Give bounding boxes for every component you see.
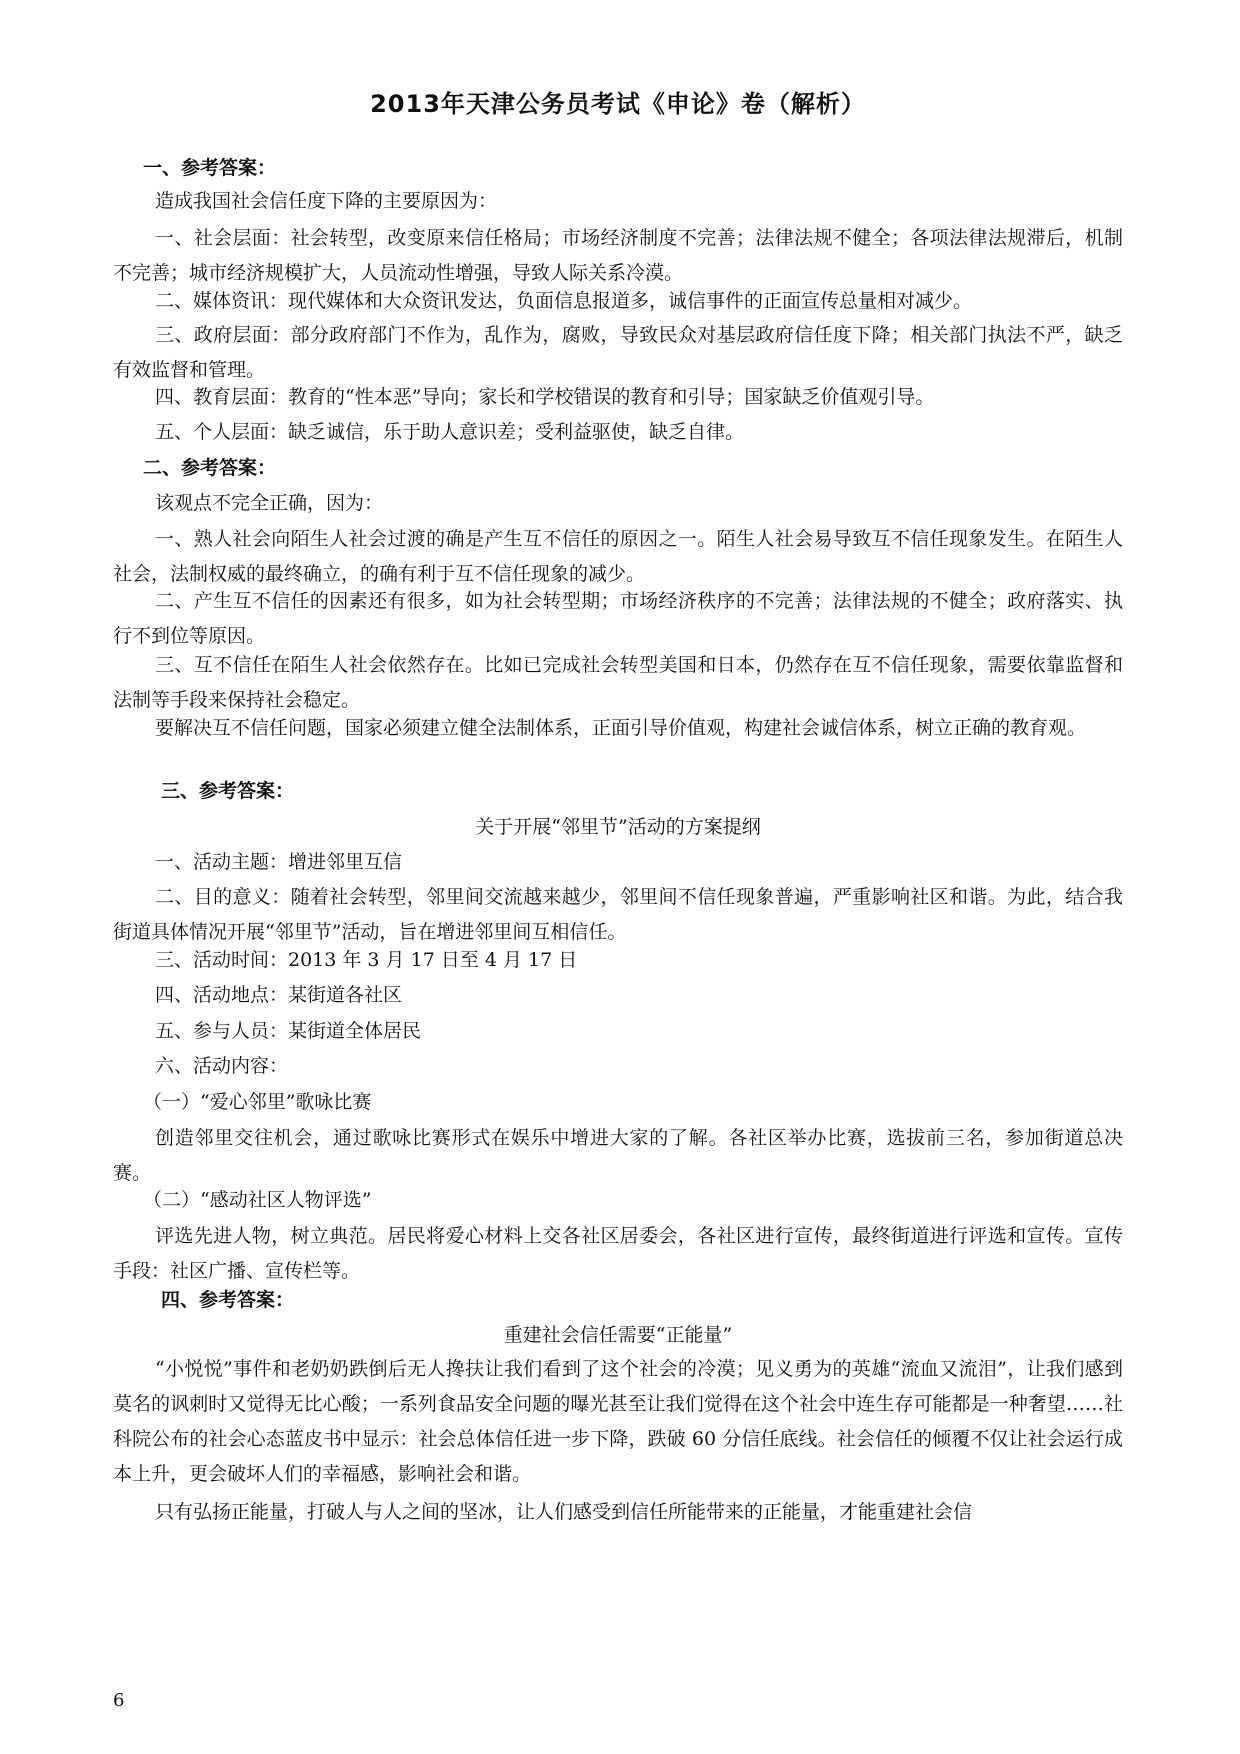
section-3-heading: 三、参考答案： (161, 780, 295, 802)
section-2-paragraph-3: 三、互不信任在陌生人社会依然存在。比如已完成社会转型美国和日本，仍然存在互不信任现象，需要依靠监督和法制等手段来保持社会稳定。 (113, 654, 1123, 711)
section-3-item-6: 六、活动内容： (155, 1055, 289, 1077)
document-page (113, 0, 1123, 1754)
section-2-paragraph-2: 二、产生互不信任的因素还有很多，如为社会转型期；市场经济秩序的不完善；法律法规的不健全；政府落实、执行不到位等原因。 (113, 590, 1123, 647)
section-3-subitem-1: （一）“爱心邻里”歌咏比赛 (143, 1091, 372, 1113)
section-1-heading: 一、参考答案： (143, 157, 277, 179)
section-3-subitem-1-desc: 创造邻里交往机会，通过歌咏比赛形式在娱乐中增进大家的了解。各社区举办比赛，选拔前三名，参加街道总决赛。 (113, 1127, 1123, 1184)
document-title: 2013年天津公务员考试《申论》卷（解析） (370, 90, 866, 118)
section-2-paragraph-4: 要解决互不信任问题，国家必须建立健全法制体系，正面引导价值观，构建社会诚信体系，树立正确的教育观。 (155, 717, 1087, 739)
section-1-paragraph-2: 二、媒体资讯：现代媒体和大众资讯发达，负面信息报道多，诚信事件的正面宣传总量相对减少。 (155, 290, 973, 312)
section-1-intro: 造成我国社会信任度下降的主要原因为： (155, 190, 498, 212)
section-3-subtitle: 关于开展“邻里节”活动的方案提纲 (475, 816, 761, 838)
page-number: 6 (113, 1690, 125, 1711)
section-4-heading: 四、参考答案： (161, 1289, 295, 1311)
section-1-paragraph-3: 三、政府层面：部分政府部门不作为，乱作为，腐败，导致民众对基层政府信任度下降；相关部门执法不严，缺乏有效监督和管理。 (113, 324, 1123, 381)
section-3-item-1: 一、活动主题：增进邻里互信 (155, 851, 403, 873)
section-3-item-3: 三、活动时间：2013 年 3 月 17 日至 4 月 17 日 (155, 949, 578, 971)
section-1-paragraph-5: 五、个人层面：缺乏诚信，乐于助人意识差；受利益驱使，缺乏自律。 (155, 421, 745, 443)
section-4-subtitle: 重建社会信任需要“正能量” (503, 1324, 733, 1346)
section-3-subitem-2: （二）“感动社区人物评选” (143, 1189, 372, 1211)
section-4-paragraph-1: “小悦悦”事件和老奶奶跌倒后无人搀扶让我们看到了这个社会的冷漠；见义勇为的英雄“流血又流泪”，让我们感到莫名的讽刺时又觉得无比心酸；一系列食品安全问题的曝光甚至让我们觉得在这个社会中连生存可能都是一种奢望……社科院公布的社会心态蓝皮书中显示：社会总体信任进一步下降，跌破 60 分信任底线。社会信任的倾覆不仅让社会运行成本上升，更会破坏人们的幸福感，影响社会和谐。 (113, 1358, 1123, 1485)
section-3-item-4: 四、活动地点：某街道各社区 (155, 984, 403, 1006)
section-1-paragraph-4: 四、教育层面：教育的“性本恶”导向；家长和学校错误的教育和引导；国家缺乏价值观引导。 (155, 386, 935, 408)
section-4-paragraph-2: 只有弘扬正能量，打破人与人之间的坚冰，让人们感受到信任所能带来的正能量，才能重建社会信 (155, 1501, 973, 1523)
section-3-item-5: 五、参与人员：某街道全体居民 (155, 1020, 422, 1042)
section-3-item-2: 二、目的意义：随着社会转型，邻里间交流越来越少，邻里间不信任现象普遍，严重影响社区和谐。为此，结合我街道具体情况开展“邻里节”活动，旨在增进邻里间互相信任。 (113, 886, 1123, 943)
section-3-subitem-2-desc: 评选先进人物，树立典范。居民将爱心材料上交各社区居委会，各社区进行宣传，最终街道进行评选和宣传。宣传手段：社区广播、宣传栏等。 (113, 1225, 1123, 1282)
section-2-heading: 二、参考答案： (143, 457, 277, 479)
section-2-paragraph-1: 一、熟人社会向陌生人社会过渡的确是产生互不信任的原因之一。陌生人社会易导致互不信任现象发生。在陌生人社会，法制权威的最终确立，的确有利于互不信任现象的减少。 (113, 528, 1123, 585)
section-2-intro: 该观点不完全正确，因为： (155, 492, 384, 514)
section-1-paragraph-1: 一、社会层面：社会转型，改变原来信任格局；市场经济制度不完善；法律法规不健全；各项法律法规滞后，机制不完善；城市经济规模扩大，人员流动性增强，导致人际关系冷漠。 (113, 227, 1123, 284)
